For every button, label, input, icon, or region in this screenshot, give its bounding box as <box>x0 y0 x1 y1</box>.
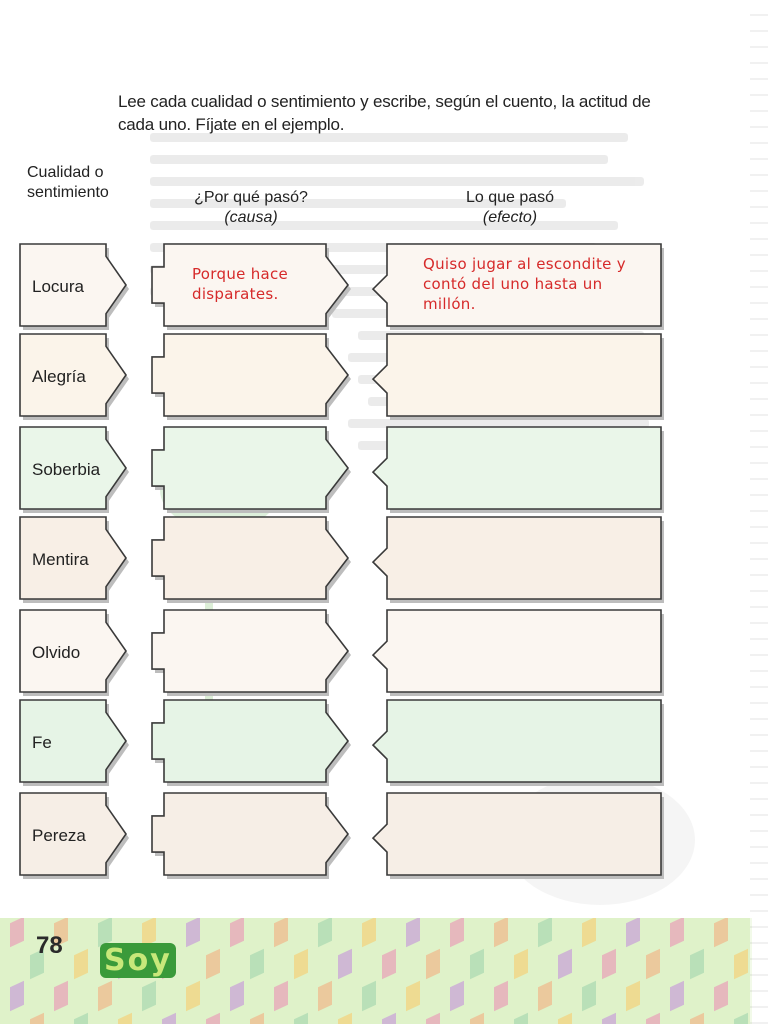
confetti-decoration <box>250 1013 264 1024</box>
soy-logo-text: Soy <box>100 943 176 978</box>
confetti-decoration <box>338 1013 352 1024</box>
confetti-decoration <box>30 1013 44 1024</box>
confetti-decoration <box>294 1013 308 1024</box>
confetti-decoration <box>450 981 464 1012</box>
confetti-decoration <box>294 949 308 980</box>
confetti-decoration <box>646 1013 660 1024</box>
confetti-decoration <box>382 949 396 980</box>
confetti-decoration <box>470 949 484 980</box>
page-edge <box>750 0 768 1024</box>
confetti-decoration <box>54 981 68 1012</box>
quality-label: Fe <box>32 733 52 752</box>
table-row <box>0 793 768 879</box>
confetti-decoration <box>362 981 376 1012</box>
page-number: 78 <box>36 932 63 959</box>
confetti-decoration <box>274 981 288 1012</box>
instructions-text: Lee cada cualidad o sentimiento y escribe, según el cuento, la actitud de cada uno. Fíjate en el ejemplo. <box>118 92 651 134</box>
confetti-decoration <box>162 1013 176 1024</box>
confetti-decoration <box>690 949 704 980</box>
confetti-decoration <box>426 1013 440 1024</box>
confetti-decoration <box>670 981 684 1012</box>
confetti-decoration <box>626 981 640 1012</box>
quality-label: Olvido <box>32 643 81 662</box>
confetti-decoration <box>10 981 24 1012</box>
confetti-decoration <box>186 981 200 1012</box>
confetti-decoration <box>734 949 748 980</box>
confetti-decoration <box>714 918 728 947</box>
header-cualidad: Cualidad o sentimiento <box>27 164 109 201</box>
quality-label: Pereza <box>32 826 86 845</box>
confetti-decoration <box>646 949 660 980</box>
confetti-decoration <box>582 981 596 1012</box>
confetti-decoration <box>538 981 552 1012</box>
confetti-decoration <box>470 1013 484 1024</box>
confetti-decoration <box>450 918 464 947</box>
confetti-decoration <box>206 1013 220 1024</box>
confetti-decoration <box>494 981 508 1012</box>
confetti-decoration <box>74 1013 88 1024</box>
confetti-decoration <box>558 1013 572 1024</box>
table-row <box>0 244 768 330</box>
confetti-decoration <box>382 1013 396 1024</box>
header-causa-title: ¿Por qué pasó? <box>194 189 308 206</box>
quality-label: Locura <box>32 277 84 296</box>
causa-answer-text: Porque hace disparates. <box>192 265 289 303</box>
confetti-decoration <box>250 949 264 980</box>
table-row <box>0 610 768 696</box>
confetti-decoration <box>318 981 332 1012</box>
confetti-decoration <box>406 918 420 947</box>
confetti-decoration <box>406 981 420 1012</box>
confetti-decoration <box>338 949 352 980</box>
table-row <box>0 700 768 786</box>
confetti-decoration <box>558 949 572 980</box>
confetti-decoration <box>514 1013 528 1024</box>
confetti-decoration <box>626 918 640 947</box>
confetti-decoration <box>142 981 156 1012</box>
header-efecto-title: Lo que pasó <box>465 189 555 206</box>
confetti-decoration <box>582 918 596 947</box>
confetti-decoration <box>714 981 728 1012</box>
confetti-decoration <box>362 918 376 947</box>
confetti-decoration <box>10 918 24 947</box>
confetti-decoration <box>74 949 88 980</box>
header-causa <box>186 188 316 228</box>
confetti-decoration <box>274 918 288 947</box>
quality-label: Soberbia <box>32 460 101 479</box>
quality-label: Mentira <box>32 550 89 569</box>
confetti-decoration <box>206 949 220 980</box>
confetti-decoration <box>602 949 616 980</box>
header-efecto-sub: (efecto) <box>482 209 538 226</box>
confetti-decoration <box>118 1013 132 1024</box>
table-row <box>0 427 768 513</box>
confetti-decoration <box>426 949 440 980</box>
table-row <box>0 334 768 420</box>
quality-label: Alegría <box>32 367 86 386</box>
confetti-decoration <box>690 1013 704 1024</box>
confetti-decoration <box>670 918 684 947</box>
efecto-answer-text: Quiso jugar al escondite y contó del uno hasta un millón. <box>423 255 626 313</box>
confetti-decoration <box>538 918 552 947</box>
confetti-decoration <box>98 981 112 1012</box>
confetti-decoration <box>230 981 244 1012</box>
confetti-decoration <box>514 949 528 980</box>
confetti-decoration <box>230 918 244 947</box>
header-efecto <box>440 188 580 228</box>
header-causa-sub: (causa) <box>224 209 278 226</box>
soy-logo <box>100 943 192 981</box>
confetti-decoration <box>734 1013 748 1024</box>
table-row <box>0 517 768 603</box>
confetti-decoration <box>494 918 508 947</box>
confetti-decoration <box>602 1013 616 1024</box>
confetti-decoration <box>318 918 332 947</box>
